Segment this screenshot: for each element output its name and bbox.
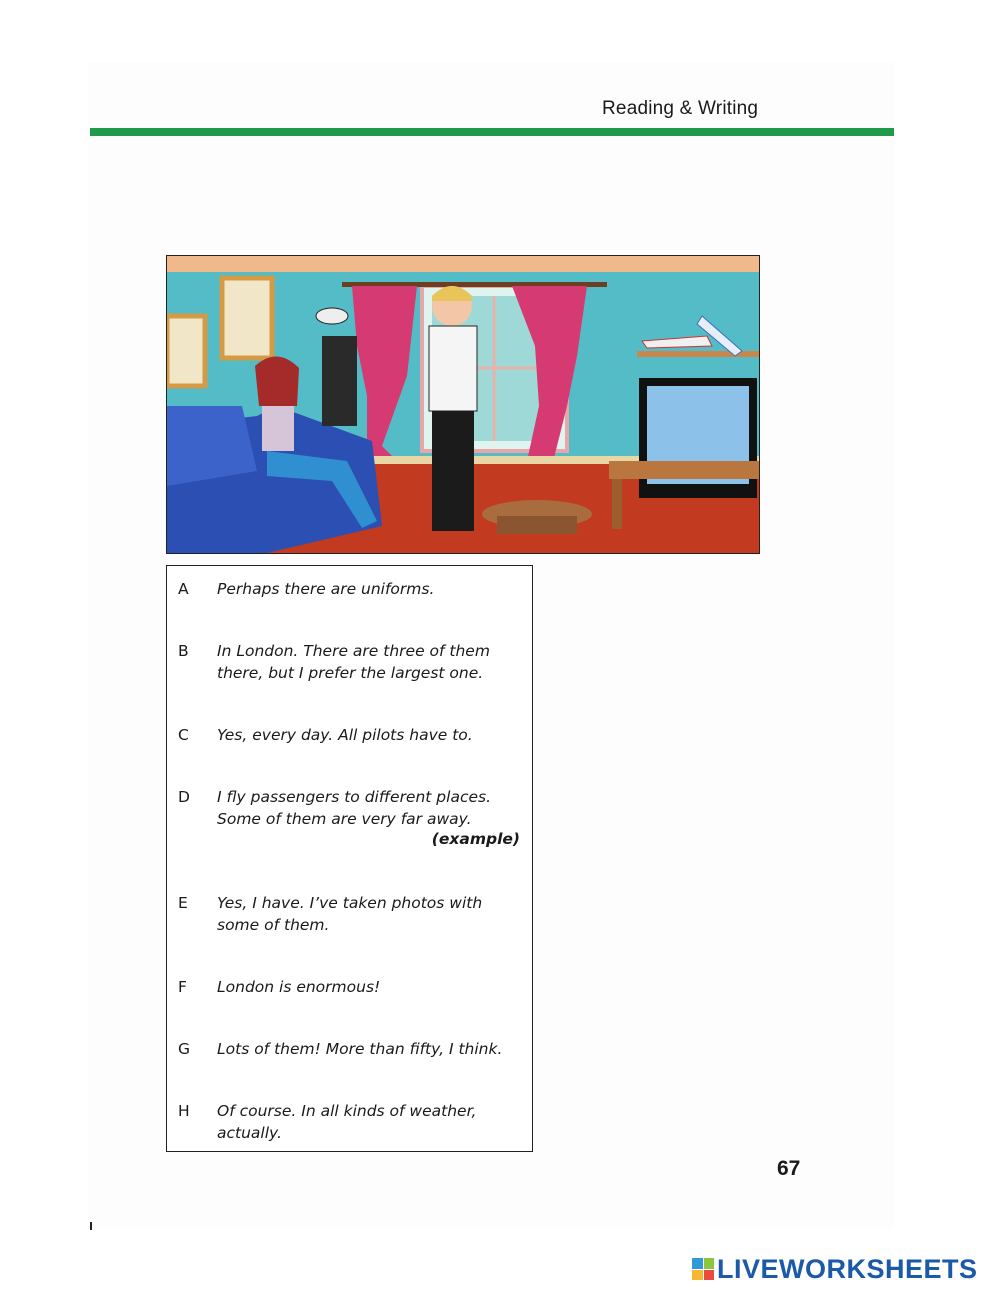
answer-options-box [166, 565, 533, 1152]
option-text: Lots of them! More than fifty, I think. [217, 1040, 503, 1058]
logo-grid-icon [692, 1258, 714, 1280]
liveworksheets-logo [692, 1254, 978, 1284]
living-room-scene [167, 256, 759, 553]
option-letter: F [178, 978, 187, 996]
option-text: Yes, I have. I’ve taken photos with some of them. [217, 894, 483, 934]
option-letter: D [178, 788, 190, 806]
option-letter: E [178, 894, 188, 912]
option-text: Perhaps there are uniforms. [217, 580, 435, 598]
option-letter: C [178, 726, 189, 744]
option-letter: G [178, 1040, 191, 1058]
option-text: Of course. In all kinds of weather, actually. [217, 1102, 477, 1142]
option-text: Yes, every day. All pilots have to. [217, 726, 473, 744]
option-letter: H [178, 1102, 190, 1120]
option-text: I fly passengers to different places. Some of them are very far away. [217, 788, 492, 828]
option-text: London is enormous! [217, 978, 381, 996]
header-rule [90, 128, 894, 136]
illustration [166, 255, 760, 554]
page-number: 67 [777, 1157, 801, 1180]
section-title: Reading & Writing [602, 98, 759, 119]
option-letter: B [178, 642, 189, 660]
option-text: In London. There are three of them there, but I prefer the largest one. [217, 642, 490, 682]
option-letter: A [178, 580, 189, 598]
logo-text: LIVEWORKSHEETS [717, 1253, 978, 1284]
example-tag: (example) [431, 830, 520, 848]
margin-mark [90, 1222, 92, 1230]
